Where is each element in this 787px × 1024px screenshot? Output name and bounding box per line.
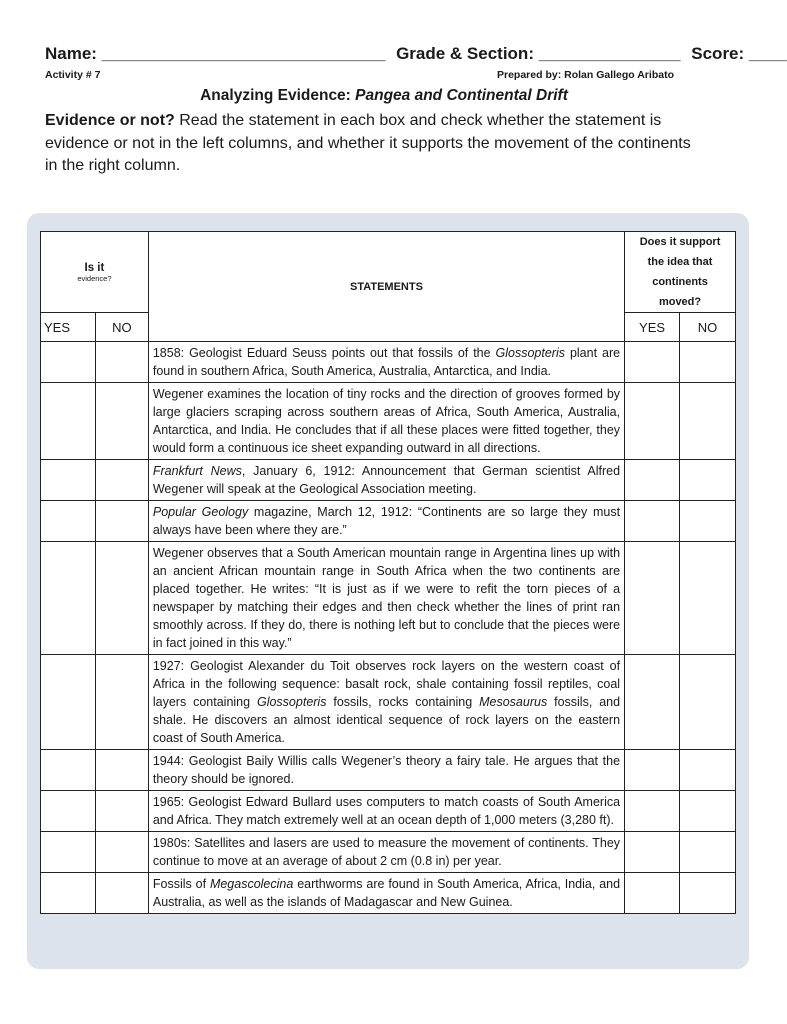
evidence-yes-checkbox[interactable] [41, 791, 96, 832]
evidence-yes-checkbox[interactable] [41, 460, 96, 501]
evidence-yes-checkbox[interactable] [41, 873, 96, 914]
support-yes-checkbox[interactable] [625, 655, 680, 750]
statement-cell: 1965: Geologist Edward Bullard uses computers to match coasts of South America and Africa. They match extremely well at an ocean depth of 1,000 meters (3,280 ft). [148, 791, 624, 832]
support-no-checkbox[interactable] [680, 501, 736, 542]
statement-cell: Wegener examines the location of tiny rocks and the direction of grooves formed by large glaciers scraping across southern areas of Africa, South America, Australia, Antarctica, and India. He concludes that if all these places were fitted together, they would form a continuous ice sheet expanding outward in all directions. [148, 383, 624, 460]
support-yes-checkbox[interactable] [625, 383, 680, 460]
table-row [41, 542, 736, 655]
support-yes-checkbox[interactable] [625, 873, 680, 914]
support-yes-checkbox[interactable] [625, 750, 680, 791]
evidence-no-checkbox[interactable] [95, 542, 148, 655]
table-row [41, 750, 736, 791]
evidence-no-checkbox[interactable] [95, 342, 148, 383]
support-yes-checkbox[interactable] [625, 342, 680, 383]
support-yes-checkbox[interactable] [625, 791, 680, 832]
statement-cell: Popular Geology magazine, March 12, 1912: “Continents are so large they must always have been where they are.” [148, 501, 624, 542]
support-yes-checkbox[interactable] [625, 832, 680, 873]
evidence-yes-checkbox[interactable] [41, 383, 96, 460]
evidence-yes-checkbox[interactable] [41, 342, 96, 383]
support-no-checkbox[interactable] [680, 832, 736, 873]
score-field[interactable]: Score: ____ [691, 44, 787, 63]
evidence-no-checkbox[interactable] [95, 750, 148, 791]
header-line [45, 44, 787, 64]
statements-column-header: STATEMENTS [148, 232, 624, 342]
evidence-no-checkbox[interactable] [95, 460, 148, 501]
statement-cell: 1858: Geologist Eduard Seuss points out that fossils of the Glossopteris plant are found in southern Africa, South America, Australia, Antarctica, and India. [148, 342, 624, 383]
support-no-checkbox[interactable] [680, 750, 736, 791]
evidence-yes-checkbox[interactable] [41, 542, 96, 655]
support-yes-header: YES [625, 313, 680, 342]
support-yes-checkbox[interactable] [625, 501, 680, 542]
support-no-checkbox[interactable] [680, 542, 736, 655]
statement-cell: Fossils of Megascolecina earthworms are found in South America, Africa, India, and Australia, as well as the islands of Madagascar and New Guinea. [148, 873, 624, 914]
evidence-no-checkbox[interactable] [95, 383, 148, 460]
evidence-column-header: Is it evidence? [41, 232, 149, 313]
support-no-checkbox[interactable] [680, 383, 736, 460]
table-row [41, 383, 736, 460]
evidence-no-checkbox[interactable] [95, 791, 148, 832]
table-row [41, 873, 736, 914]
statement-cell: 1927: Geologist Alexander du Toit observes rock layers on the western coast of Africa in the following sequence: basalt rock, shale containing fossil reptiles, coal layers containing Glossopteris fossils, rocks containing Mesosaurus fossils, and shale. He discovers an almost identical sequence of rock layers on the eastern coast of South America. [148, 655, 624, 750]
activity-number: Activity # 7 [45, 69, 101, 81]
support-yes-checkbox[interactable] [625, 460, 680, 501]
statement-cell: Wegener observes that a South American mountain range in Argentina lines up with an ancient African mountain range in South Africa when the two continents are placed together. He writes: “It is just as if we were to refit the torn pieces of a newspaper by matching their edges and then check whether the lines of print ran smoothly across. If they do, there is nothing left but to conclude that the pieces were in fact joined in this way.” [148, 542, 624, 655]
support-no-checkbox[interactable] [680, 873, 736, 914]
support-no-header: NO [680, 313, 736, 342]
evidence-no-checkbox[interactable] [95, 832, 148, 873]
table-row [41, 501, 736, 542]
support-no-checkbox[interactable] [680, 655, 736, 750]
support-no-checkbox[interactable] [680, 460, 736, 501]
evidence-yes-header: YES [41, 313, 96, 342]
table-row [41, 655, 736, 750]
evidence-no-checkbox[interactable] [95, 501, 148, 542]
page-title: Analyzing Evidence: Pangea and Continental Drift [200, 87, 568, 104]
name-field[interactable]: Name: ______________________________ [45, 44, 386, 63]
grade-section-field[interactable]: Grade & Section: _______________ [396, 44, 681, 63]
evidence-table [40, 231, 736, 914]
support-yes-checkbox[interactable] [625, 542, 680, 655]
statement-cell: 1944: Geologist Baily Willis calls Wegener’s theory a fairy tale. He argues that the theory should be ignored. [148, 750, 624, 791]
table-row [41, 342, 736, 383]
support-no-checkbox[interactable] [680, 791, 736, 832]
evidence-no-checkbox[interactable] [95, 655, 148, 750]
support-no-checkbox[interactable] [680, 342, 736, 383]
evidence-yes-checkbox[interactable] [41, 832, 96, 873]
evidence-yes-checkbox[interactable] [41, 501, 96, 542]
evidence-yes-checkbox[interactable] [41, 655, 96, 750]
statement-cell: 1980s: Satellites and lasers are used to measure the movement of continents. They continue to move at an average of about 2 cm (0.8 in) per year. [148, 832, 624, 873]
evidence-no-checkbox[interactable] [95, 873, 148, 914]
prepared-by: Prepared by: Rolan Gallego Aribato [497, 69, 674, 81]
instructions: Evidence or not? Read the statement in each box and check whether the statement is evidence or not in the left columns, and whether it supports the movement of the continents in the right column. [45, 112, 691, 174]
statement-cell: Frankfurt News, January 6, 1912: Announcement that German scientist Alfred Wegener will speak at the Geological Association meeting. [148, 460, 624, 501]
table-row [41, 460, 736, 501]
evidence-yes-checkbox[interactable] [41, 750, 96, 791]
support-column-header: Does it support the idea that continents moved? [625, 232, 736, 313]
table-row [41, 791, 736, 832]
table-row [41, 832, 736, 873]
evidence-no-header: NO [95, 313, 148, 342]
